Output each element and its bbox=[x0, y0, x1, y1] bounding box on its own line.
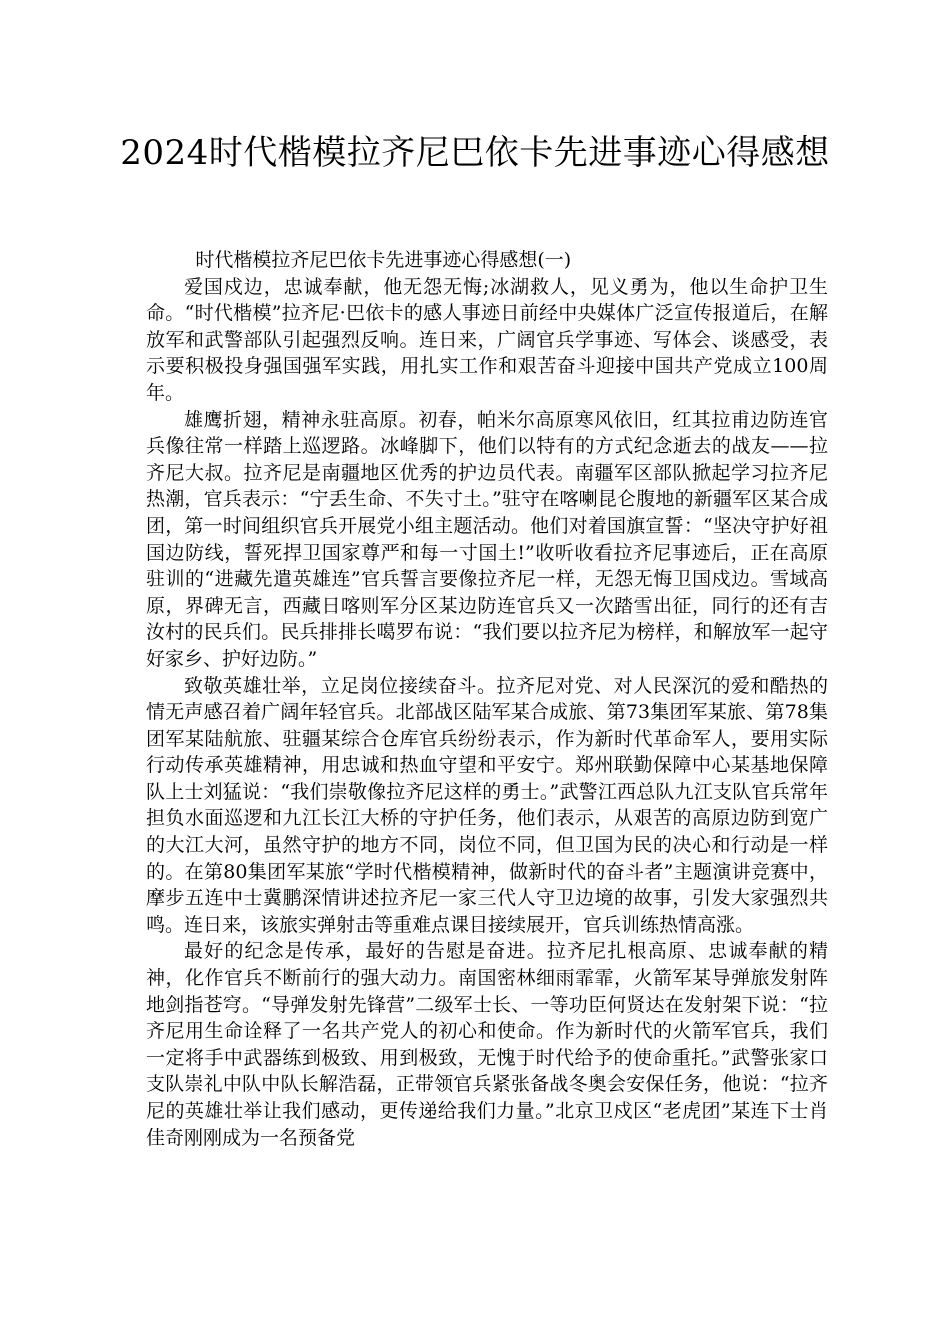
section-subheading: 时代楷模拉齐尼巴依卡先进事迹心得感想(一) bbox=[195, 249, 572, 271]
body-paragraph: 最好的纪念是传承，最好的告慰是奋进。拉齐尼扎根高原、忠诚奉献的精神，化作官兵不断前行的强大动力。南国密林细雨霏霏，火箭军某导弹旅发射阵地剑指苍穹。“导弹发射先锋营”二级军士长、一等功臣何贤达在发射架下说：“拉齐尼用生命诠释了一名共产党人的初心和使命。作为新时代的火箭军官兵，我们一定将手中武器练到极致、用到极致，无愧于时代给予的使命重托。”武警张家口支队崇礼中队中队长解浩磊，正带领官兵紧张备战冬奥会安保任务，他说：“拉齐尼的英雄壮举让我们感动，更传递给我们力量。”北京卫戍区“老虎团”某连下士肖佳奇刚刚成为一名预备党 bbox=[146, 940, 828, 1149]
body-paragraph: 致敬英雄壮举，立足岗位接续奋斗。拉齐尼对党、对人民深沉的爱和酷热的情无声感召着广阔年轻官兵。北部战区陆军某合成旅、第73集团军某旅、第78集团军某陆航旅、驻疆某综合仓库官兵纷纷表示，作为新时代革命军人，要用实际行动传承英雄精神，用忠诚和热血守望和平安宁。郑州联勤保障中心某基地保障队上士刘猛说：“我们崇敬像拉齐尼这样的勇士。”武警江西总队九江支队官兵常年担负水面巡逻和九江长江大桥的守护任务，他们表示，从艰苦的高原边防到宽广的大江大河，虽然守护的地方不同，岗位不同，但卫国为民的决心和行动是一样的。在第80集团军某旅“学时代楷模精神，做新时代的奋斗者”主题演讲竞赛中，摩步五连中士冀鹏深情讲述拉齐尼一家三代人守卫边境的故事，引发大家强烈共鸣。连日来，该旅实弹射击等重难点课目接续展开，官兵训练热情高涨。 bbox=[146, 674, 828, 936]
document-body bbox=[146, 247, 828, 1151]
body-paragraph: 爱国戍边，忠诚奉献，他无怨无悔;冰湖救人，见义勇为，他以生命护卫生命。“时代楷模”拉齐尼·巴依卡的感人事迹日前经中央媒体广泛宣传报道后，在解放军和武警部队引起强烈反响。连日来，广阔官兵学事迹、写体会、谈感受，表示要积极投身强国强军实践，用扎实工作和艰苦奋斗迎接中国共产党成立100周年。 bbox=[146, 275, 828, 404]
document-title: 2024时代楷模拉齐尼巴依卡先进事迹心得感想 bbox=[120, 133, 830, 173]
body-paragraph: 雄鹰折翅，精神永驻高原。初春，帕米尔高原寒风依旧，红其拉甫边防连官兵像往常一样踏上巡逻路。冰峰脚下，他们以特有的方式纪念逝去的战友——拉齐尼大叔。拉齐尼是南疆地区优秀的护边员代表。南疆军区部队掀起学习拉齐尼热潮，官兵表示：“宁丢生命、不失寸土。”驻守在喀喇昆仑腹地的新疆军区某合成团，第一时间组织官兵开展党小组主题活动。他们对着国旗宣誓：“坚决守护好祖国边防线，誓死捍卫国家尊严和每一寸国土!”收听收看拉齐尼事迹后，正在高原驻训的“进藏先遣英雄连”官兵誓言要像拉齐尼一样，无怨无悔卫国戍边。雪域高原，界碑无言，西藏日喀则军分区某边防连官兵又一次踏雪出征，同行的还有吉汝村的民兵们。民兵排排长噶罗布说：“我们要以拉齐尼为榜样，和解放军一起守好家乡、护好边防。” bbox=[146, 408, 828, 670]
